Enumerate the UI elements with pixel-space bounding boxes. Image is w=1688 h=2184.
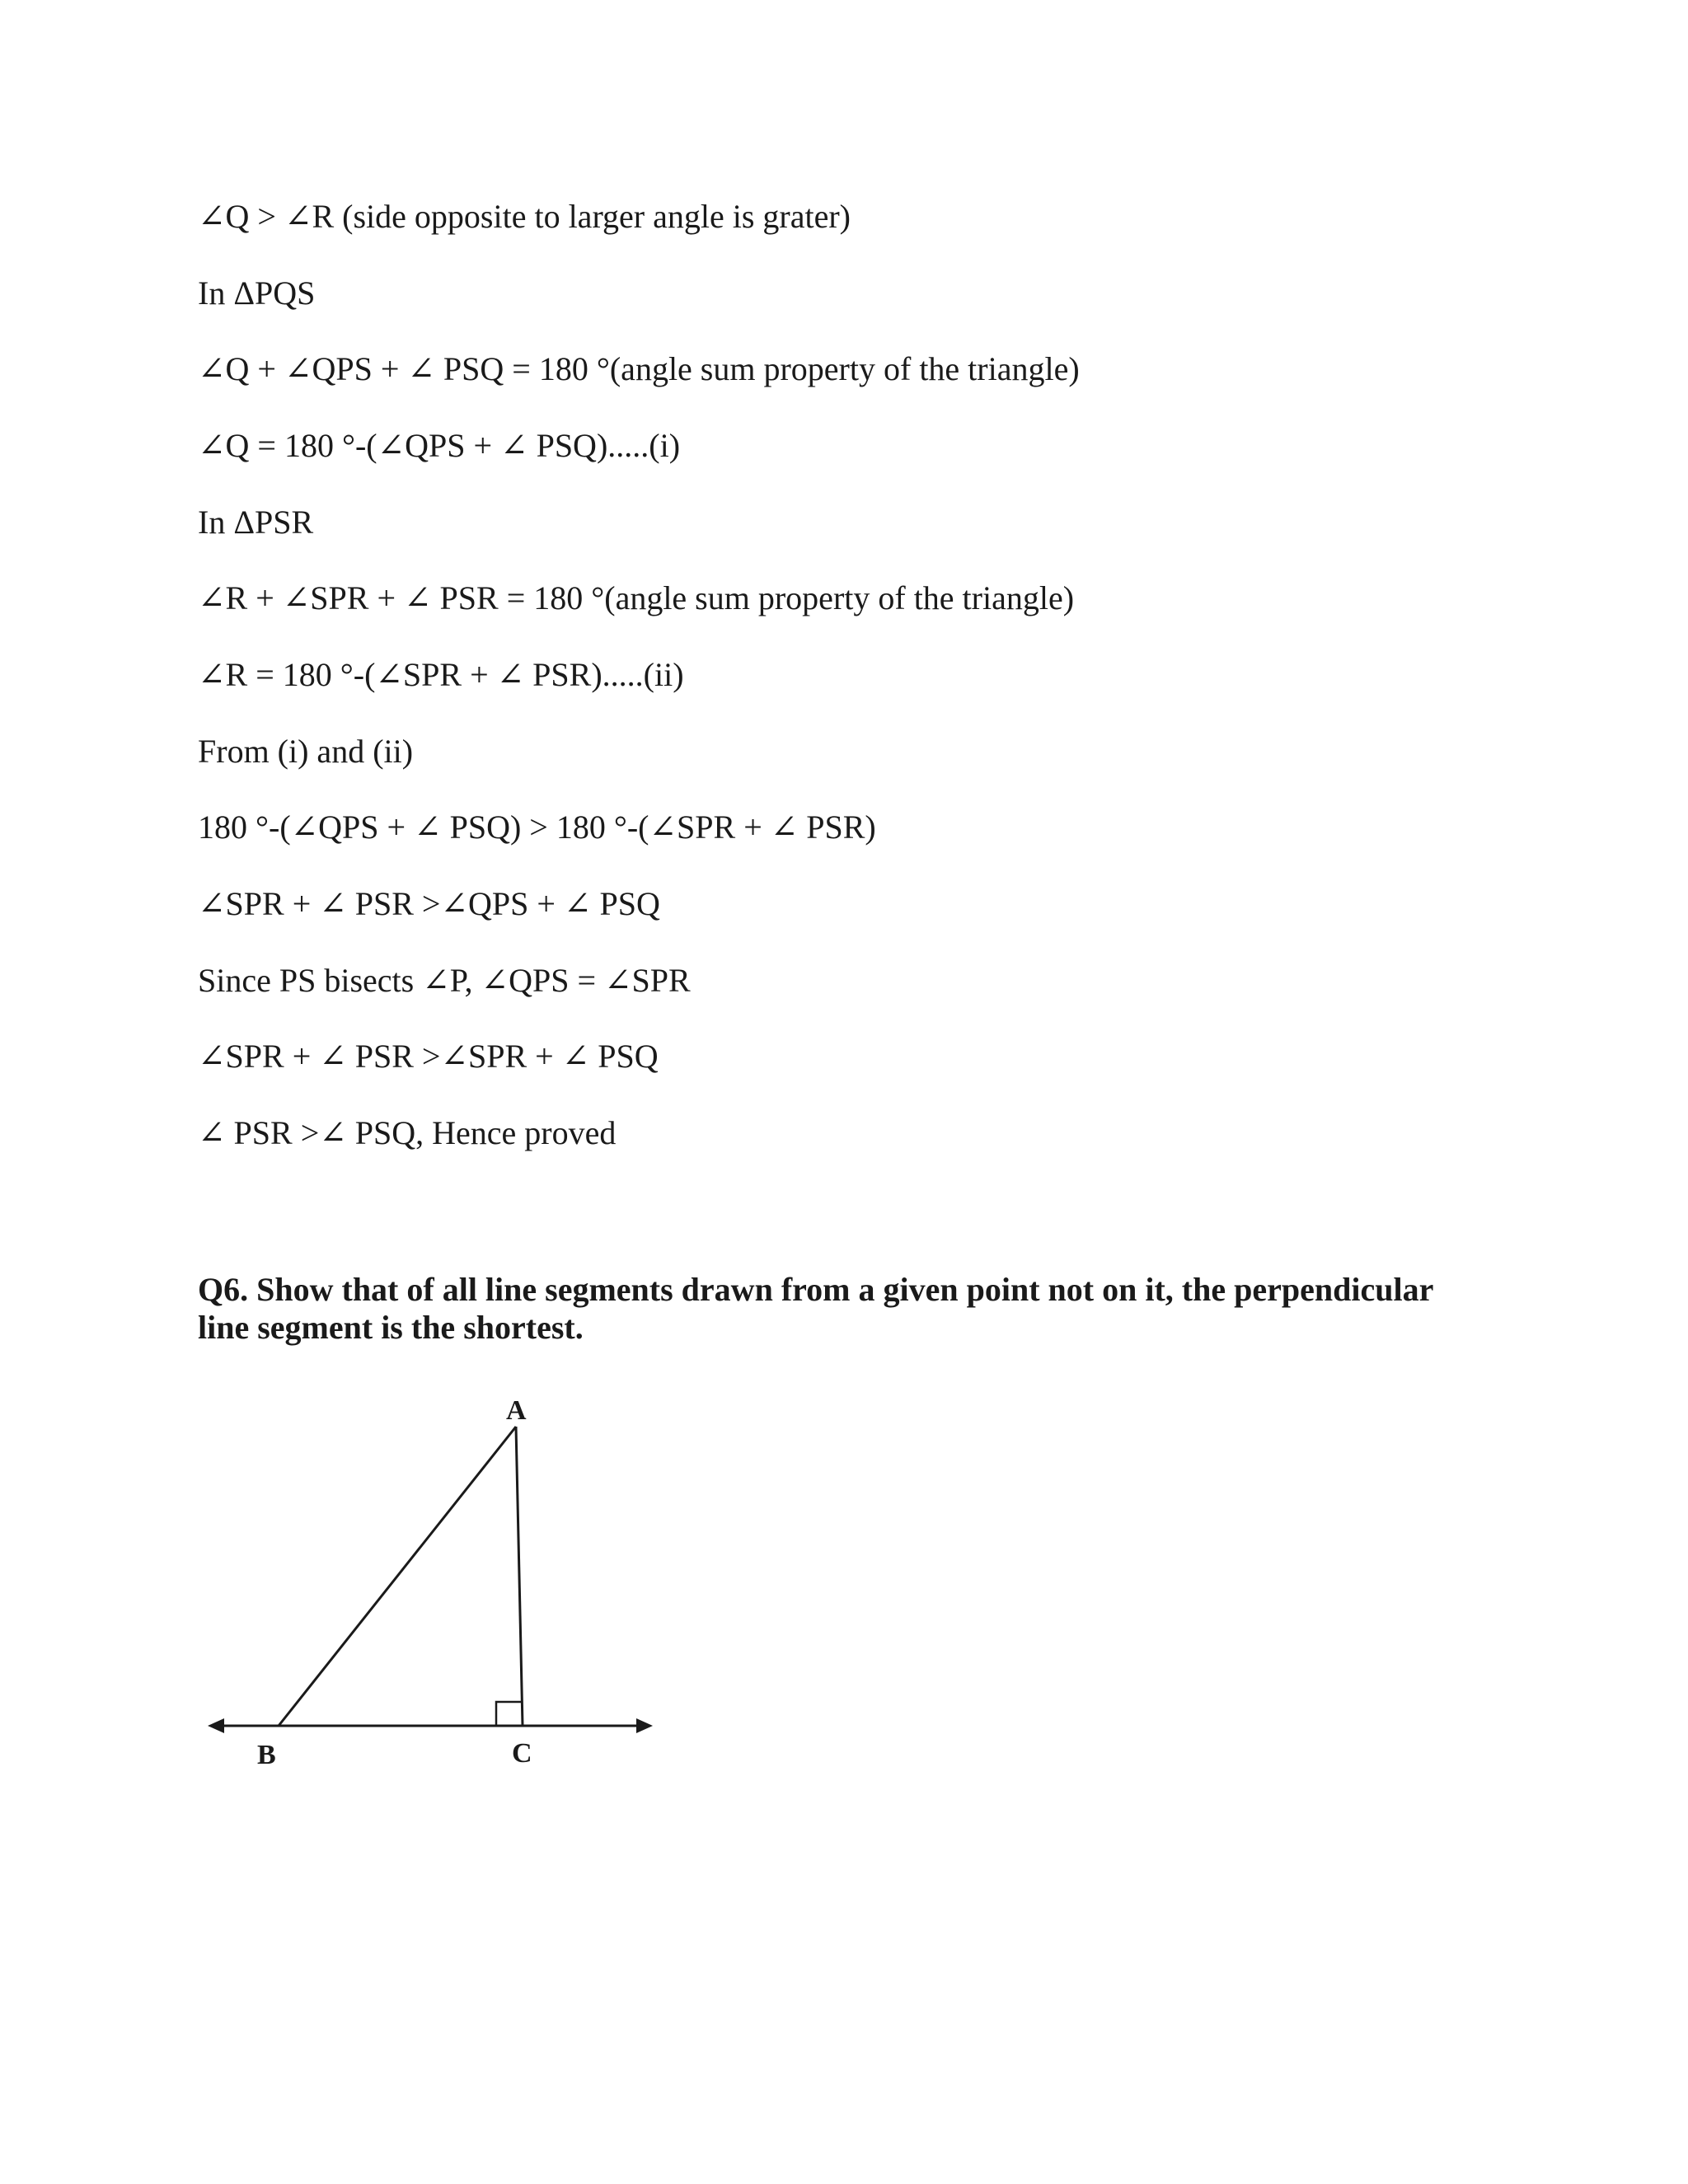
proof-line-6: ∠R + ∠SPR + ∠ PSR = 180 °(angle sum property of the triangle)	[198, 579, 1075, 616]
right-angle-marker	[496, 1702, 523, 1726]
segment-ac	[516, 1427, 523, 1726]
perpendicular-figure	[198, 1385, 676, 1764]
proof-line-3: ∠Q + ∠QPS + ∠ PSQ = 180 °(angle sum property of the triangle)	[198, 350, 1080, 387]
proof-line-2: In ΔPQS	[198, 274, 316, 312]
proof-line-5: In ΔPSR	[198, 504, 314, 541]
proof-line-12: ∠SPR + ∠ PSR >∠SPR + ∠ PSQ	[198, 1038, 659, 1075]
right-arrowhead	[636, 1718, 653, 1733]
question-q6: Q6. Show that of all line segments drawn from a given point not on it, the perpendicular line segment is the shortest.	[198, 1271, 1433, 1346]
proof-line-9: 180 °-(∠QPS + ∠ PSQ) > 180 °-(∠SPR + ∠ PSR)	[198, 808, 876, 846]
proof-line-10: ∠SPR + ∠ PSR >∠QPS + ∠ PSQ	[198, 885, 660, 922]
proof-line-13: ∠ PSR >∠ PSQ, Hence proved	[198, 1114, 617, 1151]
proof-line-7: ∠R = 180 °-(∠SPR + ∠ PSR).....(ii)	[198, 656, 684, 693]
label-c: C	[512, 1738, 532, 1764]
proof-line-1: ∠Q > ∠R (side opposite to larger angle is grater)	[198, 198, 851, 235]
proof-line-4: ∠Q = 180 °-(∠QPS + ∠ PSQ).....(i)	[198, 427, 681, 464]
label-b: B	[257, 1740, 276, 1764]
segment-ab	[279, 1427, 516, 1726]
proof-line-11: Since PS bisects ∠P, ∠QPS = ∠SPR	[198, 962, 691, 999]
label-a: A	[506, 1395, 527, 1426]
left-arrowhead	[208, 1718, 224, 1733]
proof-line-8: From (i) and (ii)	[198, 733, 414, 770]
